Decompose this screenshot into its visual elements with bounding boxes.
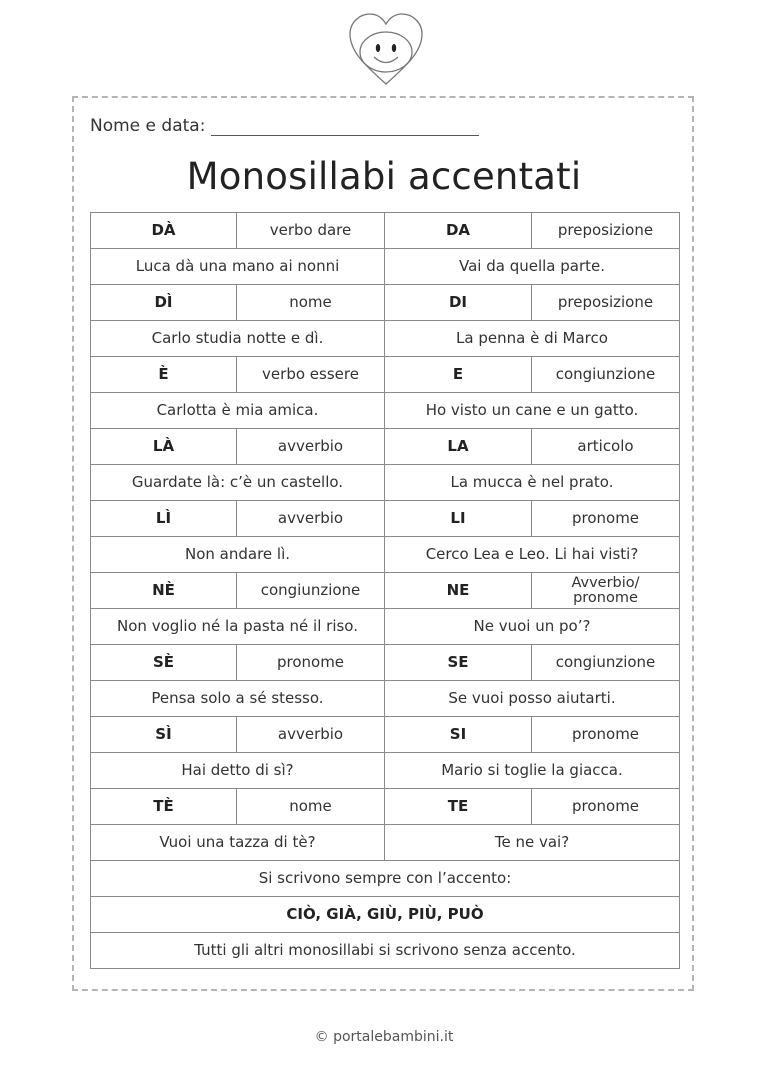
rule-row	[91, 897, 680, 933]
accented-example: Non voglio né la pasta né il riso.	[91, 609, 385, 645]
accented-word: DÌ	[91, 285, 237, 321]
always-accent-label: Si scrivono sempre con l’accento:	[91, 861, 680, 897]
example-row	[91, 321, 680, 357]
accented-example: Non andare lì.	[91, 537, 385, 573]
plain-example: Se vuoi posso aiutarti.	[385, 681, 680, 717]
accented-type: avverbio	[237, 429, 385, 465]
plain-word: E	[385, 357, 532, 393]
monosyllables-table	[90, 212, 680, 969]
word-row	[91, 573, 680, 609]
plain-example: Ho visto un cane e un gatto.	[385, 393, 680, 429]
accented-word: È	[91, 357, 237, 393]
plain-type: congiunzione	[532, 645, 680, 681]
plain-example: Te ne vai?	[385, 825, 680, 861]
accented-type: avverbio	[237, 717, 385, 753]
word-row	[91, 717, 680, 753]
plain-word: LI	[385, 501, 532, 537]
accented-example: Luca dà una mano ai nonni	[91, 249, 385, 285]
plain-word: SI	[385, 717, 532, 753]
word-row	[91, 645, 680, 681]
accented-word: NÈ	[91, 573, 237, 609]
accented-type: congiunzione	[237, 573, 385, 609]
word-row	[91, 357, 680, 393]
plain-example: Vai da quella parte.	[385, 249, 680, 285]
plain-example: La mucca è nel prato.	[385, 465, 680, 501]
plain-word: LA	[385, 429, 532, 465]
accented-example: Pensa solo a sé stesso.	[91, 681, 385, 717]
rule-row	[91, 861, 680, 897]
accented-word: LÀ	[91, 429, 237, 465]
accented-example: Guardate là: c’è un castello.	[91, 465, 385, 501]
rule-row	[91, 933, 680, 969]
word-row	[91, 501, 680, 537]
plain-example: Mario si toglie la giacca.	[385, 753, 680, 789]
accented-type: nome	[237, 285, 385, 321]
plain-type: pronome	[532, 501, 680, 537]
example-row	[91, 681, 680, 717]
page-title: Monosillabi accentati	[186, 155, 582, 198]
example-row	[91, 249, 680, 285]
word-row	[91, 789, 680, 825]
plain-type: preposizione	[532, 285, 680, 321]
plain-word: TE	[385, 789, 532, 825]
example-row	[91, 393, 680, 429]
plain-type-line-1: Avverbio/	[571, 574, 640, 591]
word-row	[91, 285, 680, 321]
smiley-heart-icon	[346, 10, 426, 90]
plain-type: preposizione	[532, 213, 680, 249]
example-row	[91, 609, 680, 645]
accented-example: Hai detto di sì?	[91, 753, 385, 789]
accented-word: SÈ	[91, 645, 237, 681]
example-row	[91, 465, 680, 501]
plain-type-line-2: pronome	[573, 589, 638, 606]
plain-word: NE	[385, 573, 532, 609]
word-row	[91, 213, 680, 249]
accented-word: DÀ	[91, 213, 237, 249]
plain-example: Cerco Lea e Leo. Li hai visti?	[385, 537, 680, 573]
example-row	[91, 753, 680, 789]
accented-type: nome	[237, 789, 385, 825]
name-date-blank-line[interactable]	[211, 117, 479, 136]
plain-example: Ne vuoi un po’?	[385, 609, 680, 645]
plain-word: SE	[385, 645, 532, 681]
others-note: Tutti gli altri monosillabi si scrivono senza accento.	[91, 933, 680, 969]
accented-word: LÌ	[91, 501, 237, 537]
plain-example: La penna è di Marco	[385, 321, 680, 357]
plain-type: congiunzione	[532, 357, 680, 393]
accented-example: Vuoi una tazza di tè?	[91, 825, 385, 861]
example-row	[91, 537, 680, 573]
plain-word: DA	[385, 213, 532, 249]
copyright-footer: © portalebambini.it	[314, 1029, 454, 1045]
accented-type: avverbio	[237, 501, 385, 537]
plain-type: pronome	[532, 789, 680, 825]
word-row	[91, 429, 680, 465]
example-row	[91, 825, 680, 861]
name-date-field	[90, 116, 479, 136]
accented-example: Carlotta è mia amica.	[91, 393, 385, 429]
accented-type: verbo essere	[237, 357, 385, 393]
plain-type: pronome	[532, 717, 680, 753]
plain-word: DI	[385, 285, 532, 321]
name-date-label: Nome e data:	[90, 116, 206, 136]
accented-word: TÈ	[91, 789, 237, 825]
always-accent-words: CIÒ, GIÀ, GIÙ, PIÙ, PUÒ	[91, 897, 680, 933]
plain-type: articolo	[532, 429, 680, 465]
plain-type	[532, 573, 680, 609]
accented-word: SÌ	[91, 717, 237, 753]
accented-type: verbo dare	[237, 213, 385, 249]
accented-example: Carlo studia notte e dì.	[91, 321, 385, 357]
accented-type: pronome	[237, 645, 385, 681]
